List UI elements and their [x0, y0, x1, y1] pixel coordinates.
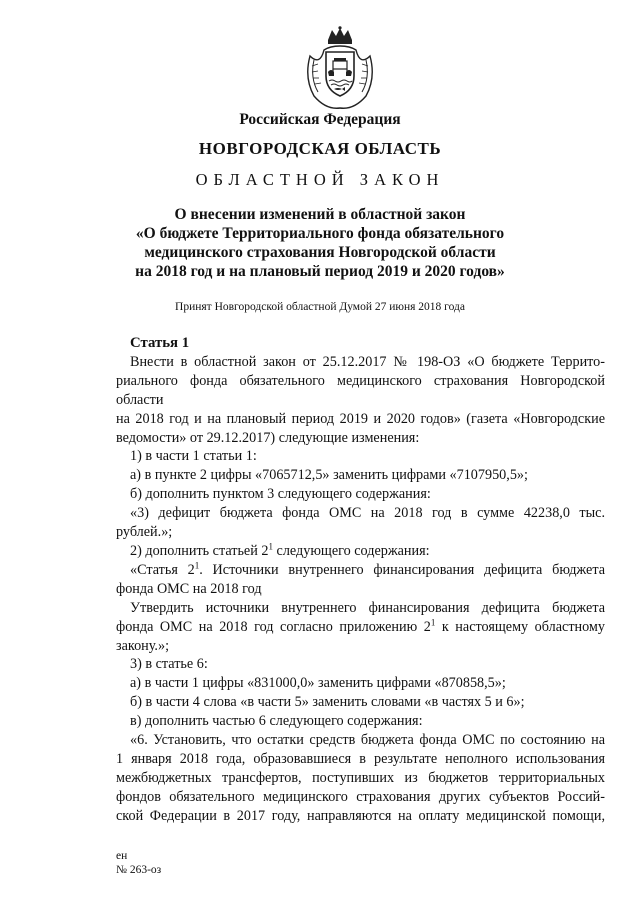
text-line: фондов обязательного медицинского страхования других субъектов Россий- [116, 788, 605, 805]
text-line: в) дополнить частью 6 следующего содержания: [130, 713, 423, 730]
adoption-note: Принят Новгородской областной Думой 27 июня 2018 года [175, 301, 465, 313]
footer-initials: ен [116, 850, 128, 862]
text-line: б) в части 4 слова «в части 5» заменить словами «в частях 5 и 6»; [130, 694, 525, 711]
text-line: «3) дефицит бюджета фонда ОМС на 2018 год в сумме 42238,0 тыс. [130, 505, 605, 522]
text-line: Внести в областной закон от 25.12.2017 № 198-ОЗ «О бюджете Террито- [130, 353, 605, 370]
federation-title: Российская Федерация [239, 111, 401, 128]
text-line: фонда ОМС на 2018 год [116, 580, 262, 597]
article-heading: Статья 1 [130, 335, 190, 351]
text-line: ведомости» от 29.12.2017) следующие изменения: [116, 429, 420, 446]
text-line: 1) в части 1 статьи 1: [130, 448, 257, 465]
superscript: 1 [194, 560, 200, 571]
text-line: ской Федерации в 2017 году, направляются на оплату медицинской помощи, [116, 807, 605, 824]
law-title [0, 205, 640, 281]
text-line: 2) дополнить статьей $2^1$ следующего содержания: [130, 541, 430, 559]
text-line: б) дополнить пунктом 3 следующего содержания: [130, 486, 431, 503]
superscript: 1 [430, 616, 436, 627]
law-title-line: «О бюджете Территориального фонда обязательного [135, 225, 505, 242]
text-line: а) в пункте 2 цифры «7065712,5» заменить цифрами «7107950,5»; [130, 467, 528, 484]
text-line: «6. Установить, что остатки средств бюджета фонда ОМС по состоянию на [130, 732, 605, 749]
text-line: рублей.»; [116, 524, 173, 541]
text-line: 1 января 2018 года, образовавшиеся в результате неполного использования [116, 750, 605, 767]
text-line: фонда ОМС на 2018 год согласно приложению $2^1$ к настоящему областному [116, 616, 606, 635]
text-line: на 2018 год и на плановый период 2019 и 2020 годов» (газета «Новгородские [116, 410, 605, 427]
law-title-line: О внесении изменений в областной закон [174, 206, 466, 223]
law-type-title: ОБЛАСТНОЙ ЗАКОН [195, 170, 445, 189]
superscript: 1 [268, 541, 273, 552]
document-footer [116, 849, 161, 877]
article-body [116, 334, 605, 826]
text-line: риального фонда обязательного медицинского страхования Новгородской области [116, 372, 605, 408]
text-line: а) в части 1 цифры «831000,0» заменить цифрами «870858,5»; [130, 675, 506, 692]
region-title: НОВГОРОДСКАЯ ОБЛАСТЬ [198, 139, 442, 158]
text-line: межбюджетных трансфертов, поступивших из бюджетов территориальных [116, 769, 605, 786]
text-line: Утвердить источники внутреннего финансирования дефицита бюджета [130, 599, 605, 616]
law-title-line: на 2018 год и на плановый период 2019 и 2020 годов» [135, 263, 505, 280]
text-line: закону.»; [116, 637, 170, 654]
law-title-line: медицинского страхования Новгородской области [144, 244, 496, 261]
text-line: 3) в статье 6: [130, 656, 208, 673]
text-line: «Статья $2^1$. Источники внутреннего финансирования дефицита бюджета [130, 560, 605, 578]
footer-number: № 263-оз [116, 864, 162, 876]
coat-of-arms-emblem [300, 26, 380, 110]
